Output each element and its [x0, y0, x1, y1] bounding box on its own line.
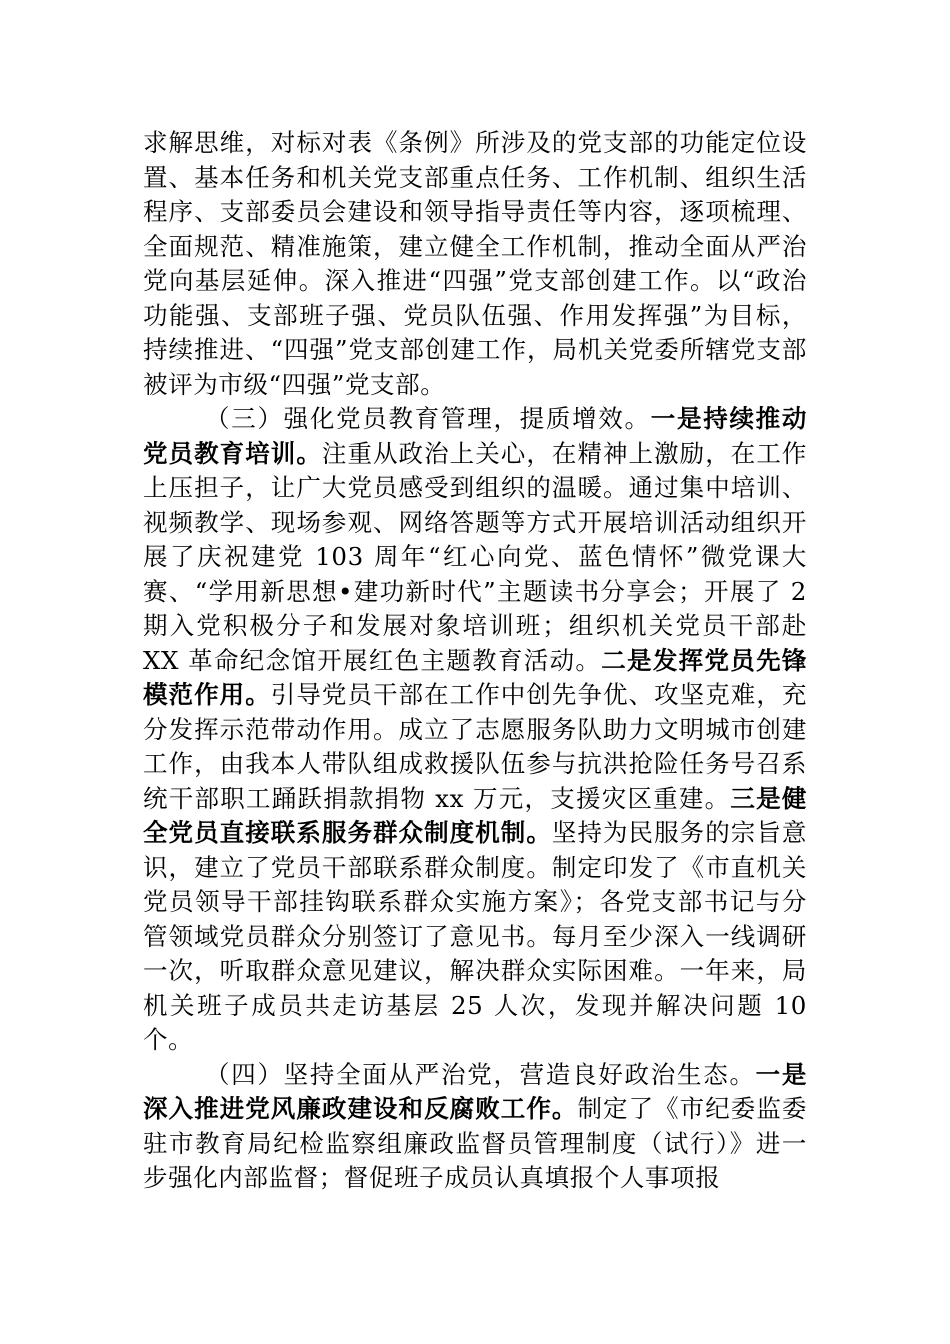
paragraph-3 — [143, 1058, 807, 1196]
paragraph-heading: （四）坚持全面从严治党，营造良好政治生态。 — [205, 1059, 756, 1089]
bold-subheading-2: 二是发挥党员先锋模范作用。 — [143, 645, 807, 709]
paragraph-text: 引导党员干部在工作中创先争优、攻坚克难，充分发挥示范带动作用。成立了志愿服务队助力文明城市创建工作，由我本人带队组成救援队伍参与抗洪抢险任务号召系统干部职工踊跃捐款捐物 xx 万元，支援灾区重建。 — [143, 680, 807, 813]
document-body — [143, 126, 807, 1196]
bold-subheading-1: 一是深入推进党风廉政建设和反腐败工作。 — [143, 1059, 807, 1123]
paragraph-2 — [143, 402, 807, 1058]
paragraph-1 — [143, 126, 807, 402]
paragraph-text: 坚持为民服务的宗旨意识，建立了党员干部联系群众制度。制定印发了《市直机关党员领导干部挂钩联系群众实施方案》；各党支部书记与分管领域党员群众分别签订了意见书。每月至少深入一线调研一次，听取群众意见建议，解决群众实际困难。一年来，局机关班子成员共走访基层 25 人次，发现并解决问题 10 个。 — [143, 818, 807, 1054]
paragraph-heading: （三）强化党员教育管理，提质增效。 — [205, 404, 651, 433]
paragraph-text: 制定了《市纪委监委驻市教育局纪检监察组廉政监督员管理制度（试行）》进一步强化内部监督；督促班子成员认真填报个人事项报 — [143, 1094, 807, 1192]
paragraph-text: 注重从政治上关心，在精神上激励，在工作上压担子，让广大党员感受到组织的温暖。通过集中培训、视频教学、现场参观、网络答题等方式开展培训活动组织开展了庆祝建党 103 周年“红心向党、蓝色情怀”微党课大赛、“学用新思想•建功新时代”主题读书分享会；开展了 2 期入党积极分子和发展对象培训班；组织机关党员干部赴 XX 革命纪念馆开展红色主题教育活动。 — [143, 438, 807, 675]
bold-subheading-3: 三是健全党员直接联系服务群众制度机制。 — [143, 783, 807, 847]
paragraph-text: 求解思维，对标对表《条例》所涉及的党支部的功能定位设置、基本任务和机关党支部重点任务、工作机制、组织生活程序、支部委员会建设和领导指导责任等内容，逐项梳理、全面规范、精准施策，建立健全工作机制，推动全面从严治党向基层延伸。深入推进“四强”党支部创建工作。以“政治功能强、支部班子强、党员队伍强、作用发挥强”为目标，持续推进、“四强”党支部创建工作，局机关党委所辖党支部被评为市级“四强”党支部。 — [143, 128, 807, 399]
bold-subheading-1: 一是持续推动党员教育培训。 — [143, 404, 807, 468]
